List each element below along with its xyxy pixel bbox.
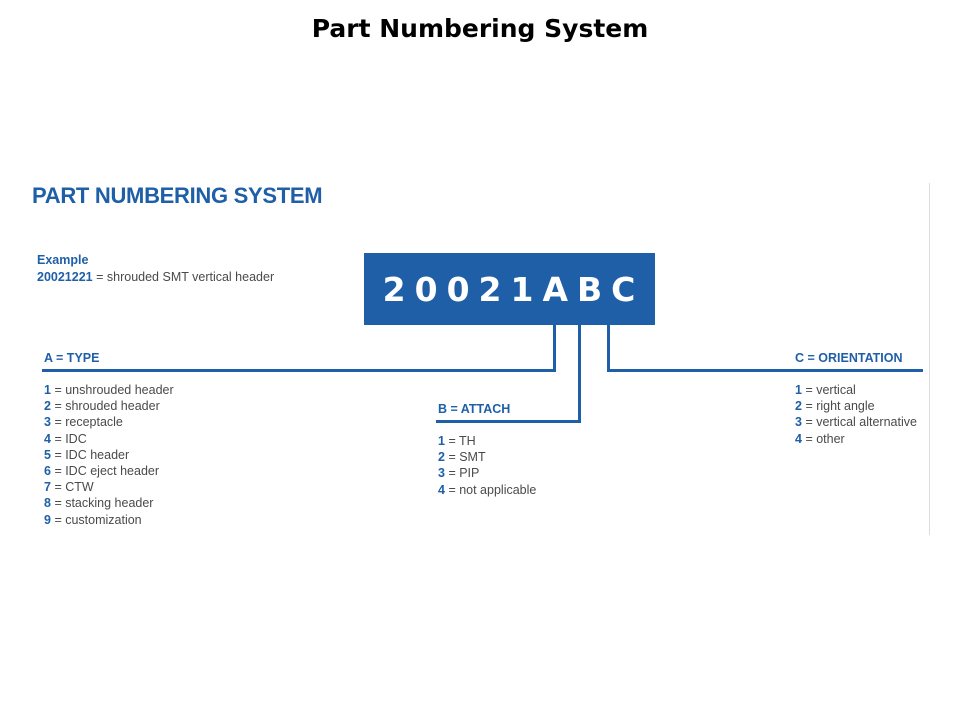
orientation-connector-vertical (607, 325, 610, 372)
slide-title: Part Numbering System (311, 14, 649, 43)
item-number: 1 (795, 383, 802, 397)
example-row (37, 270, 274, 284)
attach-list (438, 433, 536, 498)
list-item (438, 433, 536, 449)
item-label: = IDC (54, 431, 87, 446)
item-number: 3 (438, 466, 445, 481)
type-heading: A = TYPE (44, 351, 100, 365)
item-label: = vertical (805, 383, 856, 397)
item-label: = not applicable (448, 482, 537, 497)
item-number: 9 (44, 512, 51, 527)
item-label: = right angle (805, 399, 875, 414)
list-item (438, 482, 536, 498)
item-number: 8 (44, 496, 51, 511)
type-connector-vertical (553, 325, 556, 372)
item-number: 4 (795, 431, 802, 446)
example-description: = shrouded SMT vertical header (96, 270, 275, 284)
item-label: = IDC eject header (54, 464, 160, 479)
panel-right-border (929, 183, 930, 535)
item-label: = other (805, 431, 845, 446)
item-label: = unshrouded header (54, 383, 174, 397)
example-label: Example (37, 253, 89, 267)
item-label: = shrouded header (54, 399, 160, 414)
list-item (795, 382, 917, 398)
item-number: 1 (438, 434, 445, 448)
item-label: = PIP (448, 466, 480, 481)
attach-heading: B = ATTACH (438, 402, 511, 416)
list-item (795, 431, 917, 447)
list-item (44, 431, 174, 447)
item-number: 2 (44, 399, 51, 414)
list-item (795, 414, 917, 430)
item-number: 3 (44, 415, 51, 430)
list-item (44, 479, 174, 495)
orientation-heading: C = ORIENTATION (795, 351, 903, 365)
item-label: = SMT (448, 450, 486, 465)
item-number: 1 (44, 383, 51, 397)
list-item (438, 465, 536, 481)
item-number: 6 (44, 464, 51, 479)
item-number: 4 (44, 431, 51, 446)
list-item (44, 382, 174, 398)
item-label: = IDC header (54, 447, 130, 462)
item-label: = customization (54, 512, 142, 527)
example-code: 20021221 (37, 270, 93, 284)
orientation-list (795, 382, 917, 447)
list-item (44, 495, 174, 511)
list-item (438, 449, 536, 465)
type-list (44, 382, 174, 528)
list-item (44, 414, 174, 430)
item-number: 3 (795, 415, 802, 430)
orientation-connector-horizontal (607, 369, 923, 372)
panel-title: PART NUMBERING SYSTEM (32, 183, 323, 208)
item-number: 5 (44, 447, 51, 462)
item-label: = stacking header (54, 496, 154, 511)
list-item (795, 398, 917, 414)
item-label: = vertical alternative (805, 415, 917, 430)
item-label: = TH (448, 434, 476, 448)
list-item (44, 447, 174, 463)
type-connector-horizontal (42, 369, 556, 372)
item-label: = receptacle (54, 415, 123, 430)
item-label: = CTW (54, 480, 94, 495)
item-number: 2 (438, 450, 445, 465)
list-item (44, 512, 174, 528)
item-number: 4 (438, 482, 445, 497)
item-number: 2 (795, 399, 802, 414)
list-item (44, 398, 174, 414)
attach-connector-horizontal (436, 420, 581, 423)
part-number-box: 20021ABC (364, 253, 655, 325)
item-number: 7 (44, 480, 51, 495)
attach-connector-vertical (578, 325, 581, 423)
list-item (44, 463, 174, 479)
